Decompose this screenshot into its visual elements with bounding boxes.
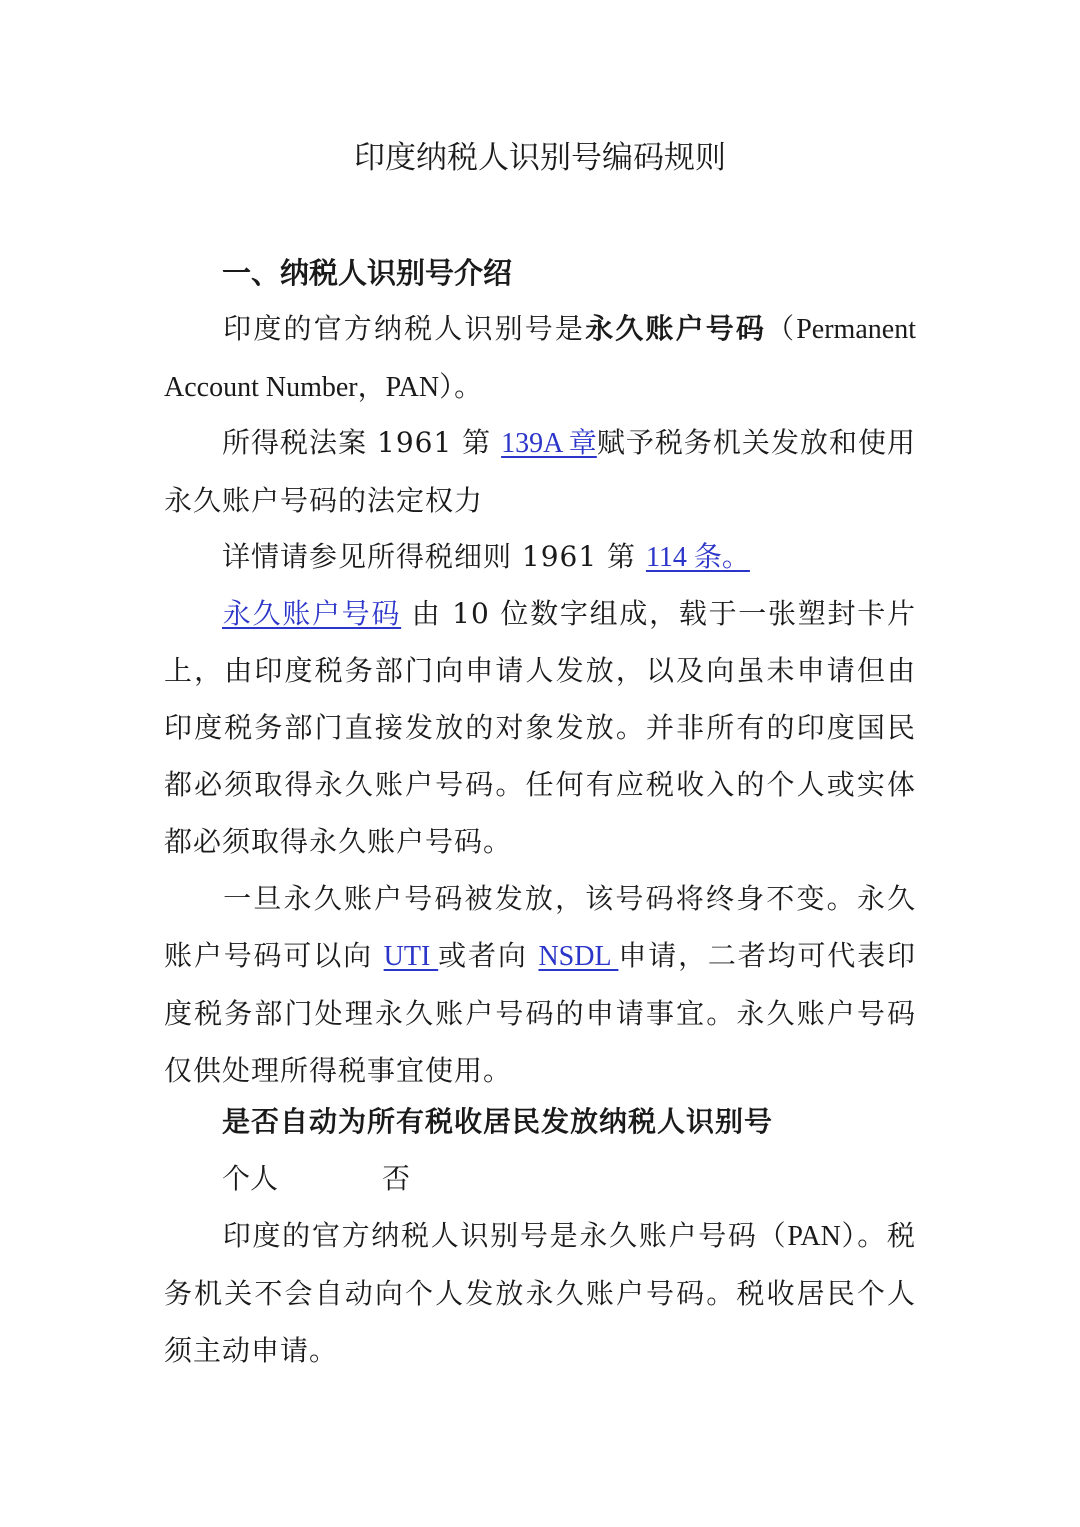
individual-answer-row xyxy=(222,1155,410,1203)
individual-label: 个人 xyxy=(222,1162,279,1195)
p6-text-b: ）。税务机关不会自动向个人发放永久账户号码。税收居民个人须主动申请。 xyxy=(164,1219,916,1367)
paragraph-pan-definition xyxy=(164,300,916,416)
p2-text-a: 所得税法案 1961 第 xyxy=(222,426,502,459)
article-114-link[interactable]: 114 条。 xyxy=(645,542,750,573)
section-heading: 一、纳税人识别号介绍 xyxy=(222,256,513,290)
p3-text-a: 详情请参见所得税细则 1961 第 xyxy=(222,540,646,573)
paragraph-legal-basis xyxy=(164,414,916,529)
paragraph-pan-description xyxy=(164,585,916,870)
p1-text-a: 印度的官方纳税人识别号是 xyxy=(222,312,586,345)
p6-latin-term: PAN xyxy=(787,1221,841,1252)
p1-latin-term: Permanent Account Number，PAN xyxy=(164,314,916,403)
p4-text-a: 由 10 位数字组成，载于一张塑封卡片上，由印度税务部门向申请人发放，以及向虽未申请但由印度税务部门直接发放的对象发放。并非所有的印度国民都必须取得永久账户号码。任何有应税收入的个人或实体都必须取得永久账户号码。 xyxy=(164,597,916,858)
p1-text-b: （ xyxy=(766,312,797,345)
p1-text-c: ）。 xyxy=(439,370,484,403)
auto-issue-heading: 是否自动为所有税收居民发放纳税人识别号 xyxy=(222,1105,774,1138)
pan-link[interactable]: 永久账户号码 xyxy=(222,597,402,630)
page-title: 印度纳税人识别号编码规则 xyxy=(354,140,726,176)
individual-answer: 否 xyxy=(382,1162,411,1195)
p5-text-b: 或者向 xyxy=(438,939,539,972)
paragraph-rules-reference xyxy=(164,528,916,586)
paragraph-individual-application xyxy=(164,1207,916,1379)
p1-bold-term: 永久账户号码 xyxy=(585,312,767,345)
uti-link[interactable]: UTI xyxy=(383,941,439,972)
p2-text-b: 赋予税务机关发放和使用永久账户号码的法定权力 xyxy=(164,426,916,517)
p6-text-a: 印度的官方纳税人识别号是永久账户号码（ xyxy=(222,1219,788,1252)
p5-text-c: 申请，二者均可代表印度税务部门处理永久账户号码的申请事宜。永久账户号码仅供处理所得税事宜使用。 xyxy=(164,939,916,1087)
p5-text-a: 一旦永久账户号码被发放，该号码将终身不变。永久账户号码可以向 xyxy=(164,882,916,972)
chapter-139a-link[interactable]: 139A 章 xyxy=(501,428,597,459)
paragraph-pan-application xyxy=(164,870,916,1099)
nsdl-link[interactable]: NSDL xyxy=(538,941,619,972)
